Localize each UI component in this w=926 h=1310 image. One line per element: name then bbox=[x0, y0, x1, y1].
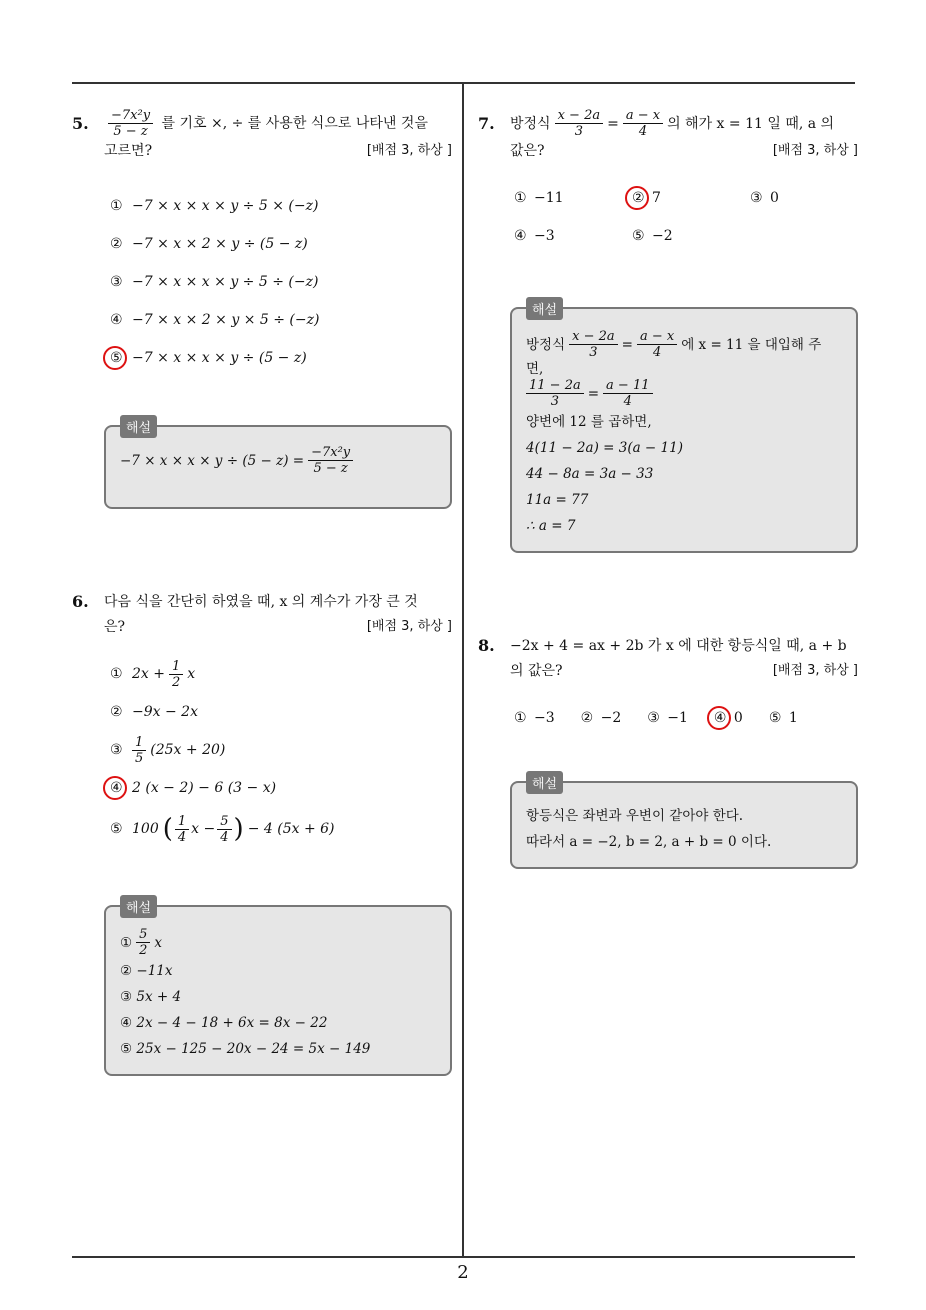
score-label: [배점 3, 하상 ] bbox=[772, 663, 858, 678]
answer-options bbox=[72, 655, 452, 851]
bottom-rule bbox=[72, 1256, 855, 1258]
question-text: 방정식 $\frac{x - 2a}{3}$ = $\frac{a - x}{4}$ 의 해가 x = 11 일 때, a 의 bbox=[510, 108, 835, 139]
question-text-cont: 의 값은? bbox=[510, 663, 563, 679]
solution-text: −7 × x × x × y ÷ (5 − z) = bbox=[120, 452, 305, 469]
option-1[interactable]: ① −11 bbox=[514, 190, 564, 206]
option-2[interactable]: ② −2 bbox=[580, 710, 622, 726]
problem-5-stem bbox=[72, 108, 452, 139]
problem-6 bbox=[72, 589, 452, 1076]
option-2[interactable]: ② −7 × x × 2 × y ÷ (5 − z) bbox=[110, 236, 308, 252]
answer-mark-circle bbox=[103, 776, 127, 800]
option-2[interactable]: ② 7 bbox=[632, 185, 750, 211]
option-1[interactable]: ① 2x + $\frac{1}{2}$ x bbox=[110, 658, 196, 690]
problem-number: 8. bbox=[478, 636, 495, 655]
problem-number: 6. bbox=[72, 592, 89, 611]
problem-8 bbox=[478, 633, 858, 869]
option-5[interactable]: ⑤ −7 × x × x × y ÷ (5 − z) bbox=[110, 339, 452, 377]
answer-options bbox=[478, 705, 858, 731]
option-5[interactable]: ⑤ 1 bbox=[768, 710, 798, 726]
option-5[interactable]: ⑤ −2 bbox=[632, 228, 673, 244]
problem-7 bbox=[478, 108, 858, 553]
answer-options bbox=[478, 185, 858, 249]
column-divider bbox=[462, 82, 464, 1257]
option-5[interactable]: ⑤ 100 ( $\frac{1}{4}$ x − $\frac{5}{4}$ ) − 4 (5x + 6) bbox=[110, 813, 335, 845]
fraction: $\frac{\text{−7x²y}}{5 - z}$ bbox=[308, 445, 353, 476]
answer-mark-circle bbox=[707, 706, 731, 730]
solution-tag: 해설 bbox=[526, 771, 563, 794]
solution-box bbox=[104, 421, 452, 509]
page-number: 2 bbox=[457, 1262, 469, 1283]
option-3[interactable]: ③ −1 bbox=[647, 710, 688, 726]
option-4[interactable]: ④ 2 (x − 2) − 6 (3 − x) bbox=[110, 769, 452, 807]
score-label: [배점 3, 하상 ] bbox=[366, 143, 452, 158]
option-2[interactable]: ② −9x − 2x bbox=[110, 704, 198, 720]
option-1[interactable]: ① −3 bbox=[514, 710, 555, 726]
solution-box: 해설 방정식 $\frac{x - 2a}{3}$ = $\frac{a - x}{4}$ 에 x = 11 을 대입해 주 면, $\frac{11 - 2a}{3}$ = $\frac{a - 11}{4}$ 양변에 12 를 곱하면, 4(11 − 2a) = 3(a − 11) 44 − 8a = 3a − 33 11a = 77 ∴ a = 7 bbox=[510, 307, 858, 553]
option-3[interactable]: ③ 0 bbox=[750, 190, 779, 206]
fraction: $\frac{\text{−7x²y}}{5 - z}$ bbox=[108, 108, 153, 139]
problem-number: 7. bbox=[478, 113, 495, 133]
question-text: −2x + 4 = ax + 2b 가 x 에 대한 항등식일 때, a + b bbox=[510, 638, 847, 654]
question-text-cont: 은? bbox=[104, 619, 126, 635]
solution-tag: 해설 bbox=[120, 895, 157, 918]
option-3[interactable]: ③ $\frac{1}{5}$ (25x + 20) bbox=[110, 734, 226, 766]
top-rule bbox=[72, 82, 855, 84]
solution-box: 해설 항등식은 좌변과 우변이 같아야 한다. 따라서 a = −2, b = 2, a + b = 0 이다. bbox=[510, 781, 858, 869]
answer-mark-circle bbox=[625, 186, 649, 210]
solution-box: 해설 ① $\frac{5}{2}$ x ② −11x ③ 5x + 4 ④ 2x − 4 − 18 + 6x = 8x − 22 ⑤ 25x − 125 − 20x − 24 = 5x − 149 bbox=[104, 905, 452, 1076]
option-4[interactable]: ④ −7 × x × 2 × y × 5 ÷ (−z) bbox=[110, 312, 320, 328]
answer-options bbox=[72, 187, 452, 377]
solution-tag: 해설 bbox=[526, 297, 563, 320]
option-1[interactable]: ① −7 × x × x × y ÷ 5 × (−z) bbox=[110, 198, 319, 214]
question-text-cont: 값은? bbox=[510, 143, 545, 159]
problem-number: 5. bbox=[72, 113, 89, 133]
option-3[interactable]: ③ −7 × x × x × y ÷ 5 ÷ (−z) bbox=[110, 274, 319, 290]
score-label: [배점 3, 하상 ] bbox=[772, 143, 858, 158]
solution-tag: 해설 bbox=[120, 415, 157, 438]
score-label: [배점 3, 하상 ] bbox=[366, 619, 452, 634]
answer-mark-circle bbox=[103, 346, 127, 370]
question-text: 다음 식을 간단히 하였을 때, x 의 계수가 가장 큰 것 bbox=[104, 594, 418, 610]
left-column bbox=[72, 100, 452, 1076]
question-text-cont: 고르면? bbox=[104, 143, 153, 159]
option-4[interactable]: ④ 0 bbox=[714, 705, 743, 731]
option-4[interactable]: ④ −3 bbox=[514, 228, 555, 244]
problem-5 bbox=[72, 108, 452, 509]
right-column bbox=[478, 100, 858, 869]
question-text: 를 기호 ×, ÷ 를 사용한 식으로 나타낸 것을 bbox=[161, 115, 428, 132]
